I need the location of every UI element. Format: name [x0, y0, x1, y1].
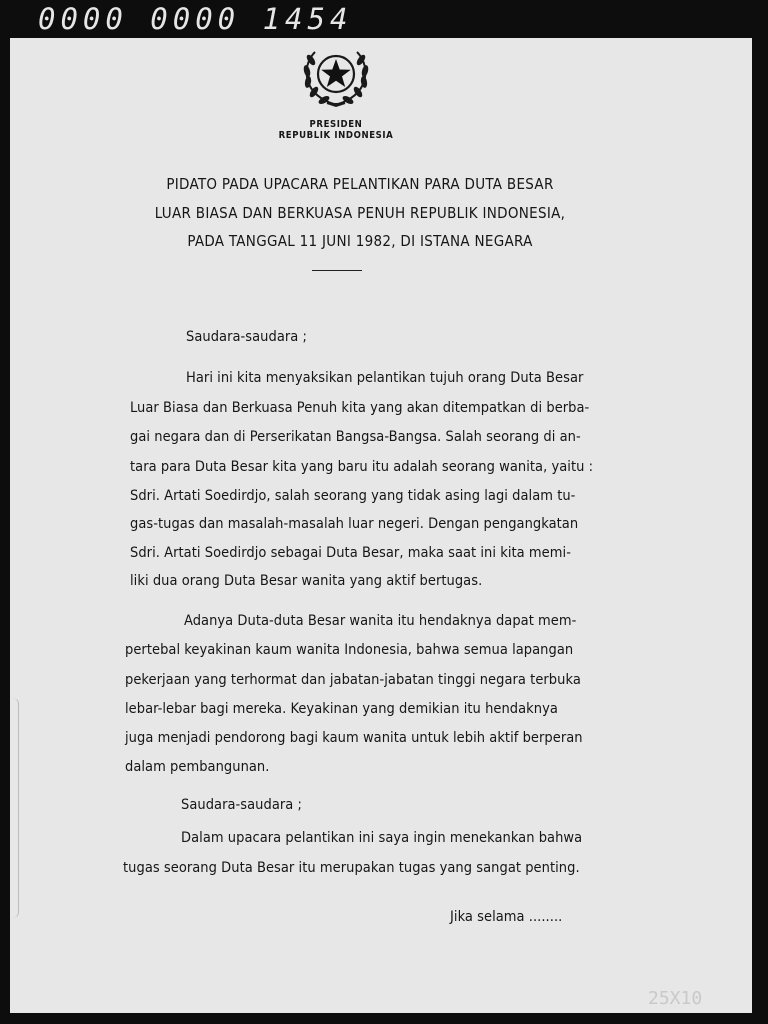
film-corner-mark: 25X10 — [648, 988, 703, 1009]
paragraph-line: juga menjadi pendorong bagi kaum wanita untuk lebih aktif berperan — [125, 730, 583, 746]
letterhead-line-2: REPUBLIK INDONESIA — [278, 130, 394, 141]
salutation: Saudara-saudara ; — [186, 329, 307, 345]
paragraph-line: pekerjaan yang terhormat dan jabatan-jabatan tinggi negara terbuka — [125, 672, 581, 688]
paragraph-line: liki dua orang Duta Besar wanita yang aktif bertugas. — [130, 573, 483, 589]
paragraph-line: dalam pembangunan. — [125, 759, 270, 775]
paragraph-line: Hari ini kita menyaksikan pelantikan tujuh orang Duta Besar — [186, 370, 584, 386]
document-page — [10, 38, 752, 1013]
paragraph-line: gas-tugas dan masalah-masalah luar negeri. Dengan pengangkatan — [130, 516, 579, 532]
title-line-3: PADA TANGGAL 11 JUNI 1982, DI ISTANA NEGARA — [187, 232, 533, 250]
page-edge-shadow — [10, 698, 19, 918]
paragraph-line: lebar-lebar bagi mereka. Keyakinan yang demikian itu hendaknya — [125, 701, 558, 717]
presidential-emblem-icon — [293, 40, 379, 110]
paragraph-line: tugas seorang Duta Besar itu merupakan tugas yang sangat penting. — [123, 860, 580, 876]
paragraph-line: gai negara dan di Perserikatan Bangsa-Bangsa. Salah seorang di an- — [130, 429, 581, 445]
continuation-note: Jika selama ........ — [450, 909, 563, 925]
paragraph-line: tara para Duta Besar kita yang baru itu adalah seorang wanita, yaitu : — [130, 459, 594, 475]
film-counter: 0000 0000 1454 — [38, 2, 353, 36]
paragraph-line: Sdri. Artati Soedirdjo, salah seorang yang tidak asing lagi dalam tu- — [130, 488, 576, 504]
paragraph-line: pertebal keyakinan kaum wanita Indonesia, bahwa semua lapangan — [125, 642, 574, 658]
salutation: Saudara-saudara ; — [181, 797, 302, 813]
paragraph-line: Dalam upacara pelantikan ini saya ingin menekankan bahwa — [181, 830, 583, 846]
title-line-1: PIDATO PADA UPACARA PELANTIKAN PARA DUTA BESAR — [166, 175, 554, 193]
paragraph-line: Adanya Duta-duta Besar wanita itu hendaknya dapat mem- — [184, 613, 577, 629]
letterhead-line-1: PRESIDEN — [309, 119, 363, 130]
paragraph-line: Sdri. Artati Soedirdjo sebagai Duta Besar, maka saat ini kita memi- — [130, 545, 571, 561]
title-underline — [312, 270, 362, 271]
title-line-2: LUAR BIASA DAN BERKUASA PENUH REPUBLIK INDONESIA, — [154, 204, 566, 222]
paragraph-line: Luar Biasa dan Berkuasa Penuh kita yang akan ditempatkan di berba- — [130, 400, 590, 416]
